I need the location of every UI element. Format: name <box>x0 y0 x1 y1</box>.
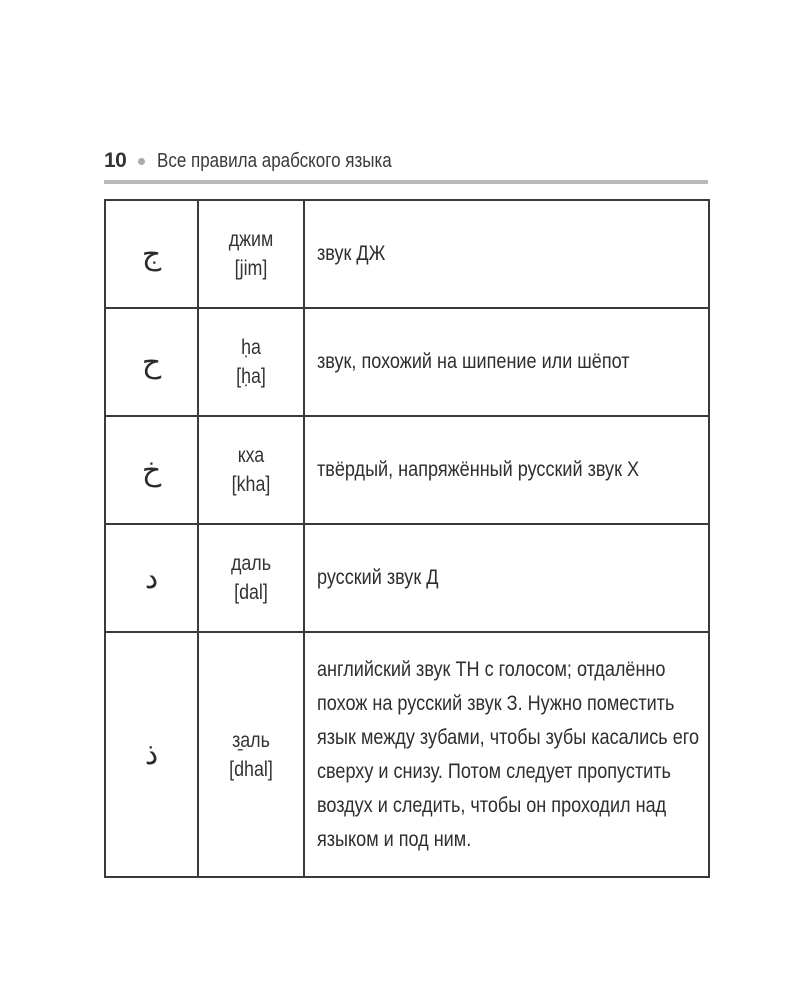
transliteration: [ḥa] <box>236 365 266 388</box>
table-row <box>105 308 709 416</box>
arabic-letter: ج <box>105 200 198 308</box>
page-number: 10 <box>104 149 127 172</box>
letter-name: даль <box>230 552 272 575</box>
letter-name-cell <box>198 308 304 416</box>
letter-name-cell <box>198 632 304 877</box>
sound-description: английский звук TH с голосом; отдалённо похож на русский звук З. Нужно поместить язык между зубами, чтобы зубы касались его сверху и снизу. Потом следует пропустить воздух и следить, чтобы он проходил над языком и под ним. <box>317 657 700 851</box>
sound-description: твёрдый, напряжённый русский звук Х <box>317 458 640 481</box>
bullet-separator-icon <box>138 158 145 165</box>
letter-name: з̱аль <box>232 728 270 752</box>
arabic-letter: خ <box>105 416 198 524</box>
letter-name: кха <box>237 444 265 467</box>
transliteration: [jim] <box>234 257 268 280</box>
description-cell <box>304 632 709 877</box>
letter-name-cell <box>198 416 304 524</box>
sound-description: звук, похожий на шипение или шёпот <box>317 350 630 373</box>
table-row <box>105 416 709 524</box>
table-row <box>105 524 709 632</box>
description-cell <box>304 416 709 524</box>
arabic-letter: د <box>105 524 198 632</box>
transliteration: [dhal] <box>229 757 273 781</box>
description-cell <box>304 200 709 308</box>
running-title: Все правила арабского языка <box>157 149 393 172</box>
letter-name: ḥа <box>241 336 261 359</box>
table-row <box>105 632 709 877</box>
letter-name-cell <box>198 524 304 632</box>
transliteration: [kha] <box>231 473 271 496</box>
description-cell <box>304 524 709 632</box>
transliteration: [dal] <box>234 581 268 604</box>
sound-description: звук ДЖ <box>317 242 386 265</box>
arabic-letter: ذ <box>105 632 198 877</box>
letter-name: джим <box>228 228 274 251</box>
page-header <box>104 146 708 176</box>
table-row <box>105 200 709 308</box>
alphabet-table <box>104 199 710 878</box>
arabic-letter: ح <box>105 308 198 416</box>
letter-name-cell <box>198 200 304 308</box>
sound-description: русский звук Д <box>317 566 439 589</box>
header-divider <box>104 180 708 184</box>
description-cell <box>304 308 709 416</box>
